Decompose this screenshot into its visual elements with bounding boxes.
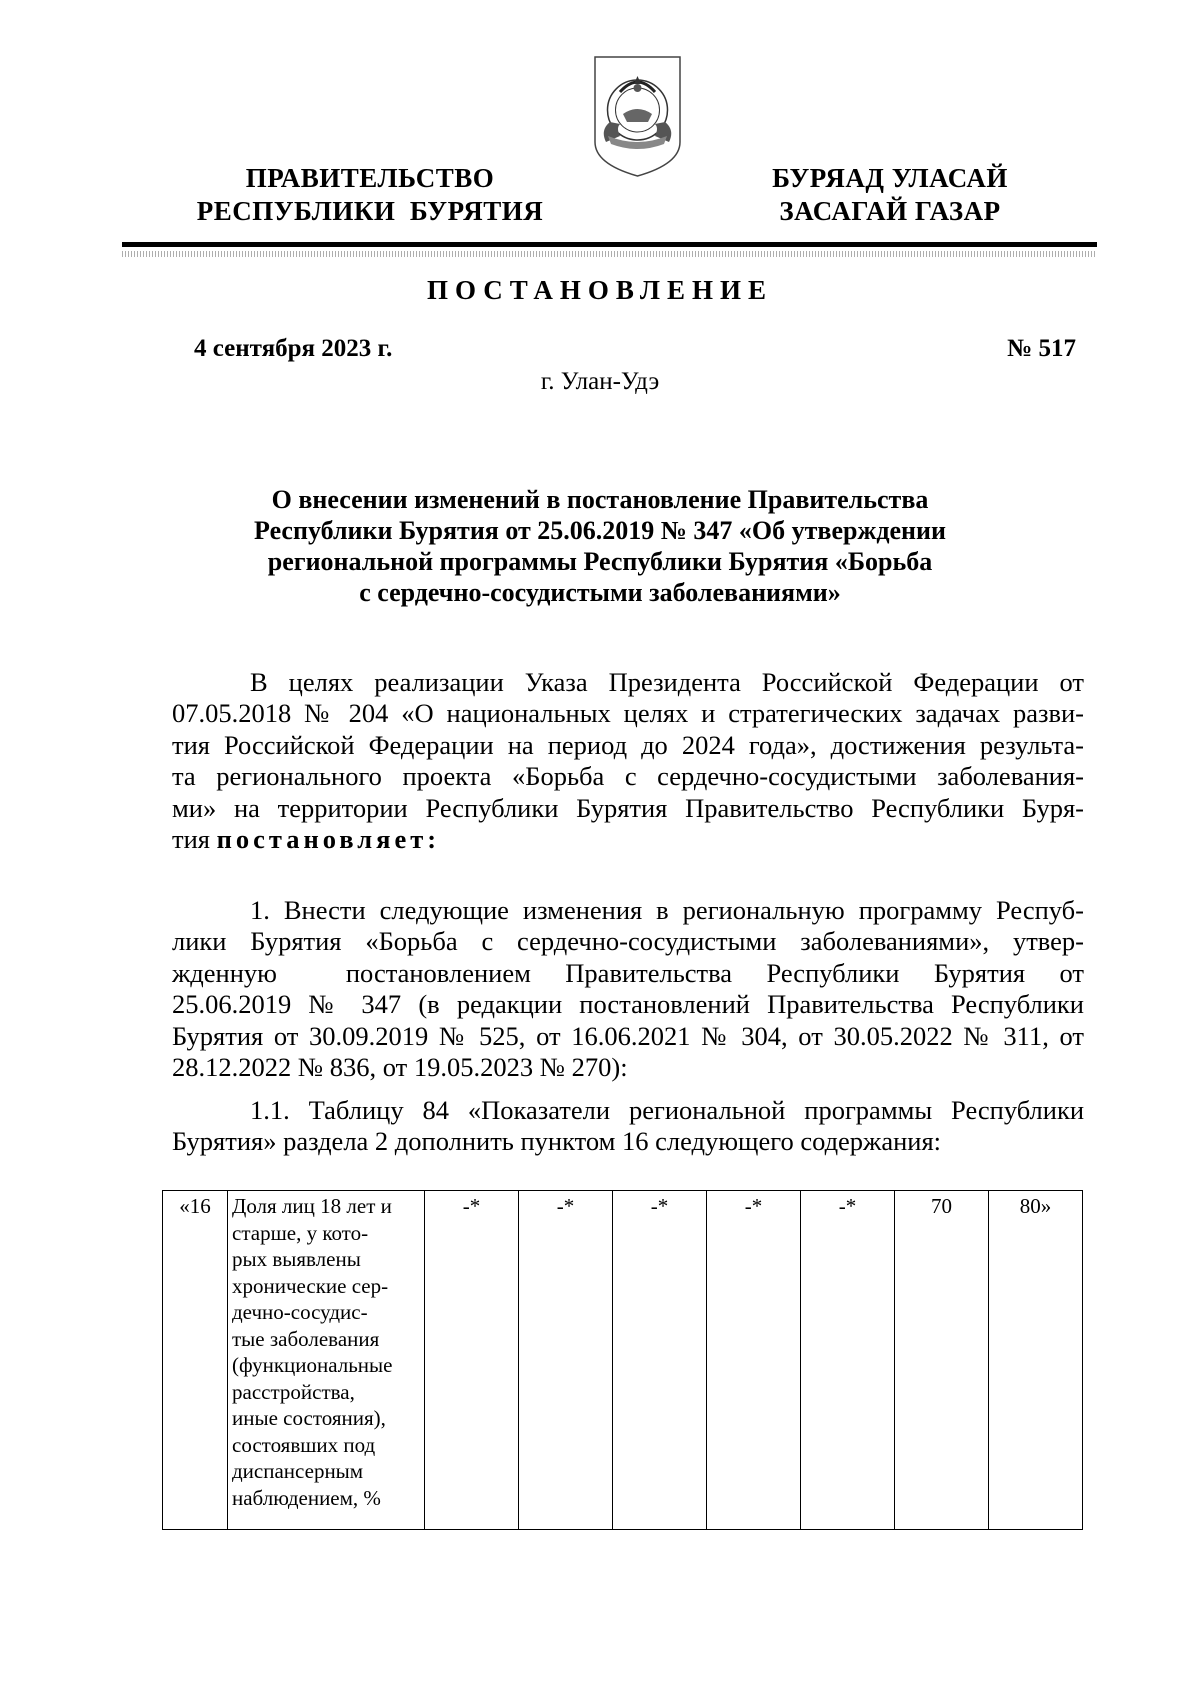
table-cell-value: -* xyxy=(613,1191,707,1530)
paragraph-line: ми» на территории Республики Бурятия Правительство Республики Буря- xyxy=(172,792,1084,823)
table-cell-number: «16 xyxy=(163,1191,228,1530)
indicator-line: дечно-сосудис- xyxy=(232,1300,368,1324)
item-1-1-paragraph xyxy=(172,1095,1084,1158)
title-line: с сердечно-сосудистыми заболеваниями» xyxy=(359,578,841,607)
paragraph-line: 07.05.2018 № 204 «О национальных целях и стратегических задачах разви- xyxy=(172,698,1084,729)
paragraph-line: 1.1. Таблицу 84 «Показатели региональной программы Республики xyxy=(250,1095,1084,1125)
header-rule-hatched xyxy=(122,251,1097,257)
table-cell-indicator xyxy=(228,1191,425,1530)
indicator-line: состоявших под xyxy=(232,1432,376,1457)
indicator-line: старше, у кото- xyxy=(232,1220,369,1245)
document-number: № 517 xyxy=(1007,335,1076,362)
item-1-paragraph xyxy=(172,895,1084,1083)
indicator-line: Доля лиц 18 лет и xyxy=(232,1194,392,1218)
org-name-line: БУРЯАД УЛАСАЙ xyxy=(772,163,1008,193)
title-line: региональной программы Республики Бурятия «Борьба xyxy=(267,547,933,576)
paragraph-line xyxy=(172,824,1084,855)
paragraph-line: Бурятия от 30.09.2019 № 525, от 16.06.2021 № 304, от 30.05.2022 № 311, от xyxy=(172,1020,1084,1051)
org-name-russian xyxy=(180,162,560,228)
table-cell-value: -* xyxy=(425,1191,519,1530)
indicator-line: рых выявлены xyxy=(232,1247,361,1271)
paragraph-text: тия xyxy=(172,824,210,855)
paragraph-line: тия Российской Федерации на период до 2024 года», достижения результа- xyxy=(172,729,1084,760)
indicator-line: расстройства, xyxy=(232,1379,355,1404)
indicator-line: иные состояния), xyxy=(232,1406,386,1430)
document-type: ПОСТАНОВЛЕНИЕ xyxy=(426,275,774,305)
title-line: Республики Бурятия от 25.06.2019 № 347 «Об утверждении xyxy=(254,516,946,545)
paragraph-line: 1. Внести следующие изменения в региональную программу Респуб- xyxy=(250,895,1084,925)
title-line: О внесении изменений в постановление Правительства xyxy=(271,485,929,514)
paragraph-line: Бурятия» раздела 2 дополнить пунктом 16 следующего содержания: xyxy=(172,1126,942,1157)
document-city: г. Улан-Удэ xyxy=(540,368,660,395)
org-name-line: ПРАВИТЕЛЬСТВО xyxy=(245,163,495,193)
paragraph-line: 25.06.2019 № 347 (в редакции постановлений Правительства Республики xyxy=(172,989,1084,1020)
decree-word: постановляет: xyxy=(216,824,441,855)
indicator-line: диспансерным xyxy=(232,1459,364,1483)
org-name-buryat xyxy=(760,162,1020,228)
paragraph-line: В целях реализации Указа Президента Российской Федерации от xyxy=(250,667,1084,697)
paragraph-line: та регионального проекта «Борьба с сердечно-сосудистыми заболевания- xyxy=(172,761,1084,792)
table-cell-value: -* xyxy=(707,1191,801,1530)
document-date: 4 сентября 2023 г. xyxy=(194,335,393,362)
table-cell-value: -* xyxy=(801,1191,895,1530)
paragraph-line: лики Бурятия «Борьба с сердечно-сосудистыми заболеваниями», утвер- xyxy=(172,926,1084,957)
document-title xyxy=(180,484,1020,608)
coat-of-arms-icon xyxy=(590,52,685,180)
table-cell-value: 70 xyxy=(895,1191,989,1530)
preamble-paragraph xyxy=(172,667,1084,855)
table-cell-value: -* xyxy=(519,1191,613,1530)
paragraph-line: 28.12.2022 № 836, от 19.05.2023 № 270): xyxy=(172,1052,628,1083)
header-rule xyxy=(122,242,1097,247)
org-name-line: ЗАСАГАЙ ГАЗАР xyxy=(779,196,1001,226)
indicator-table xyxy=(162,1190,1083,1530)
indicator-line: наблюдением, % xyxy=(232,1485,381,1510)
org-name-line: РЕСПУБЛИКИ БУРЯТИЯ xyxy=(196,196,544,226)
indicator-line: тые заболевания xyxy=(232,1326,380,1351)
table-cell-value: 80» xyxy=(989,1191,1083,1530)
paragraph-line: жденную постановлением Правительства Республики Бурятия от xyxy=(172,957,1084,988)
table-row xyxy=(163,1191,1083,1530)
indicator-line: (функциональные xyxy=(232,1353,393,1377)
indicator-line: хронические сер- xyxy=(232,1273,389,1298)
